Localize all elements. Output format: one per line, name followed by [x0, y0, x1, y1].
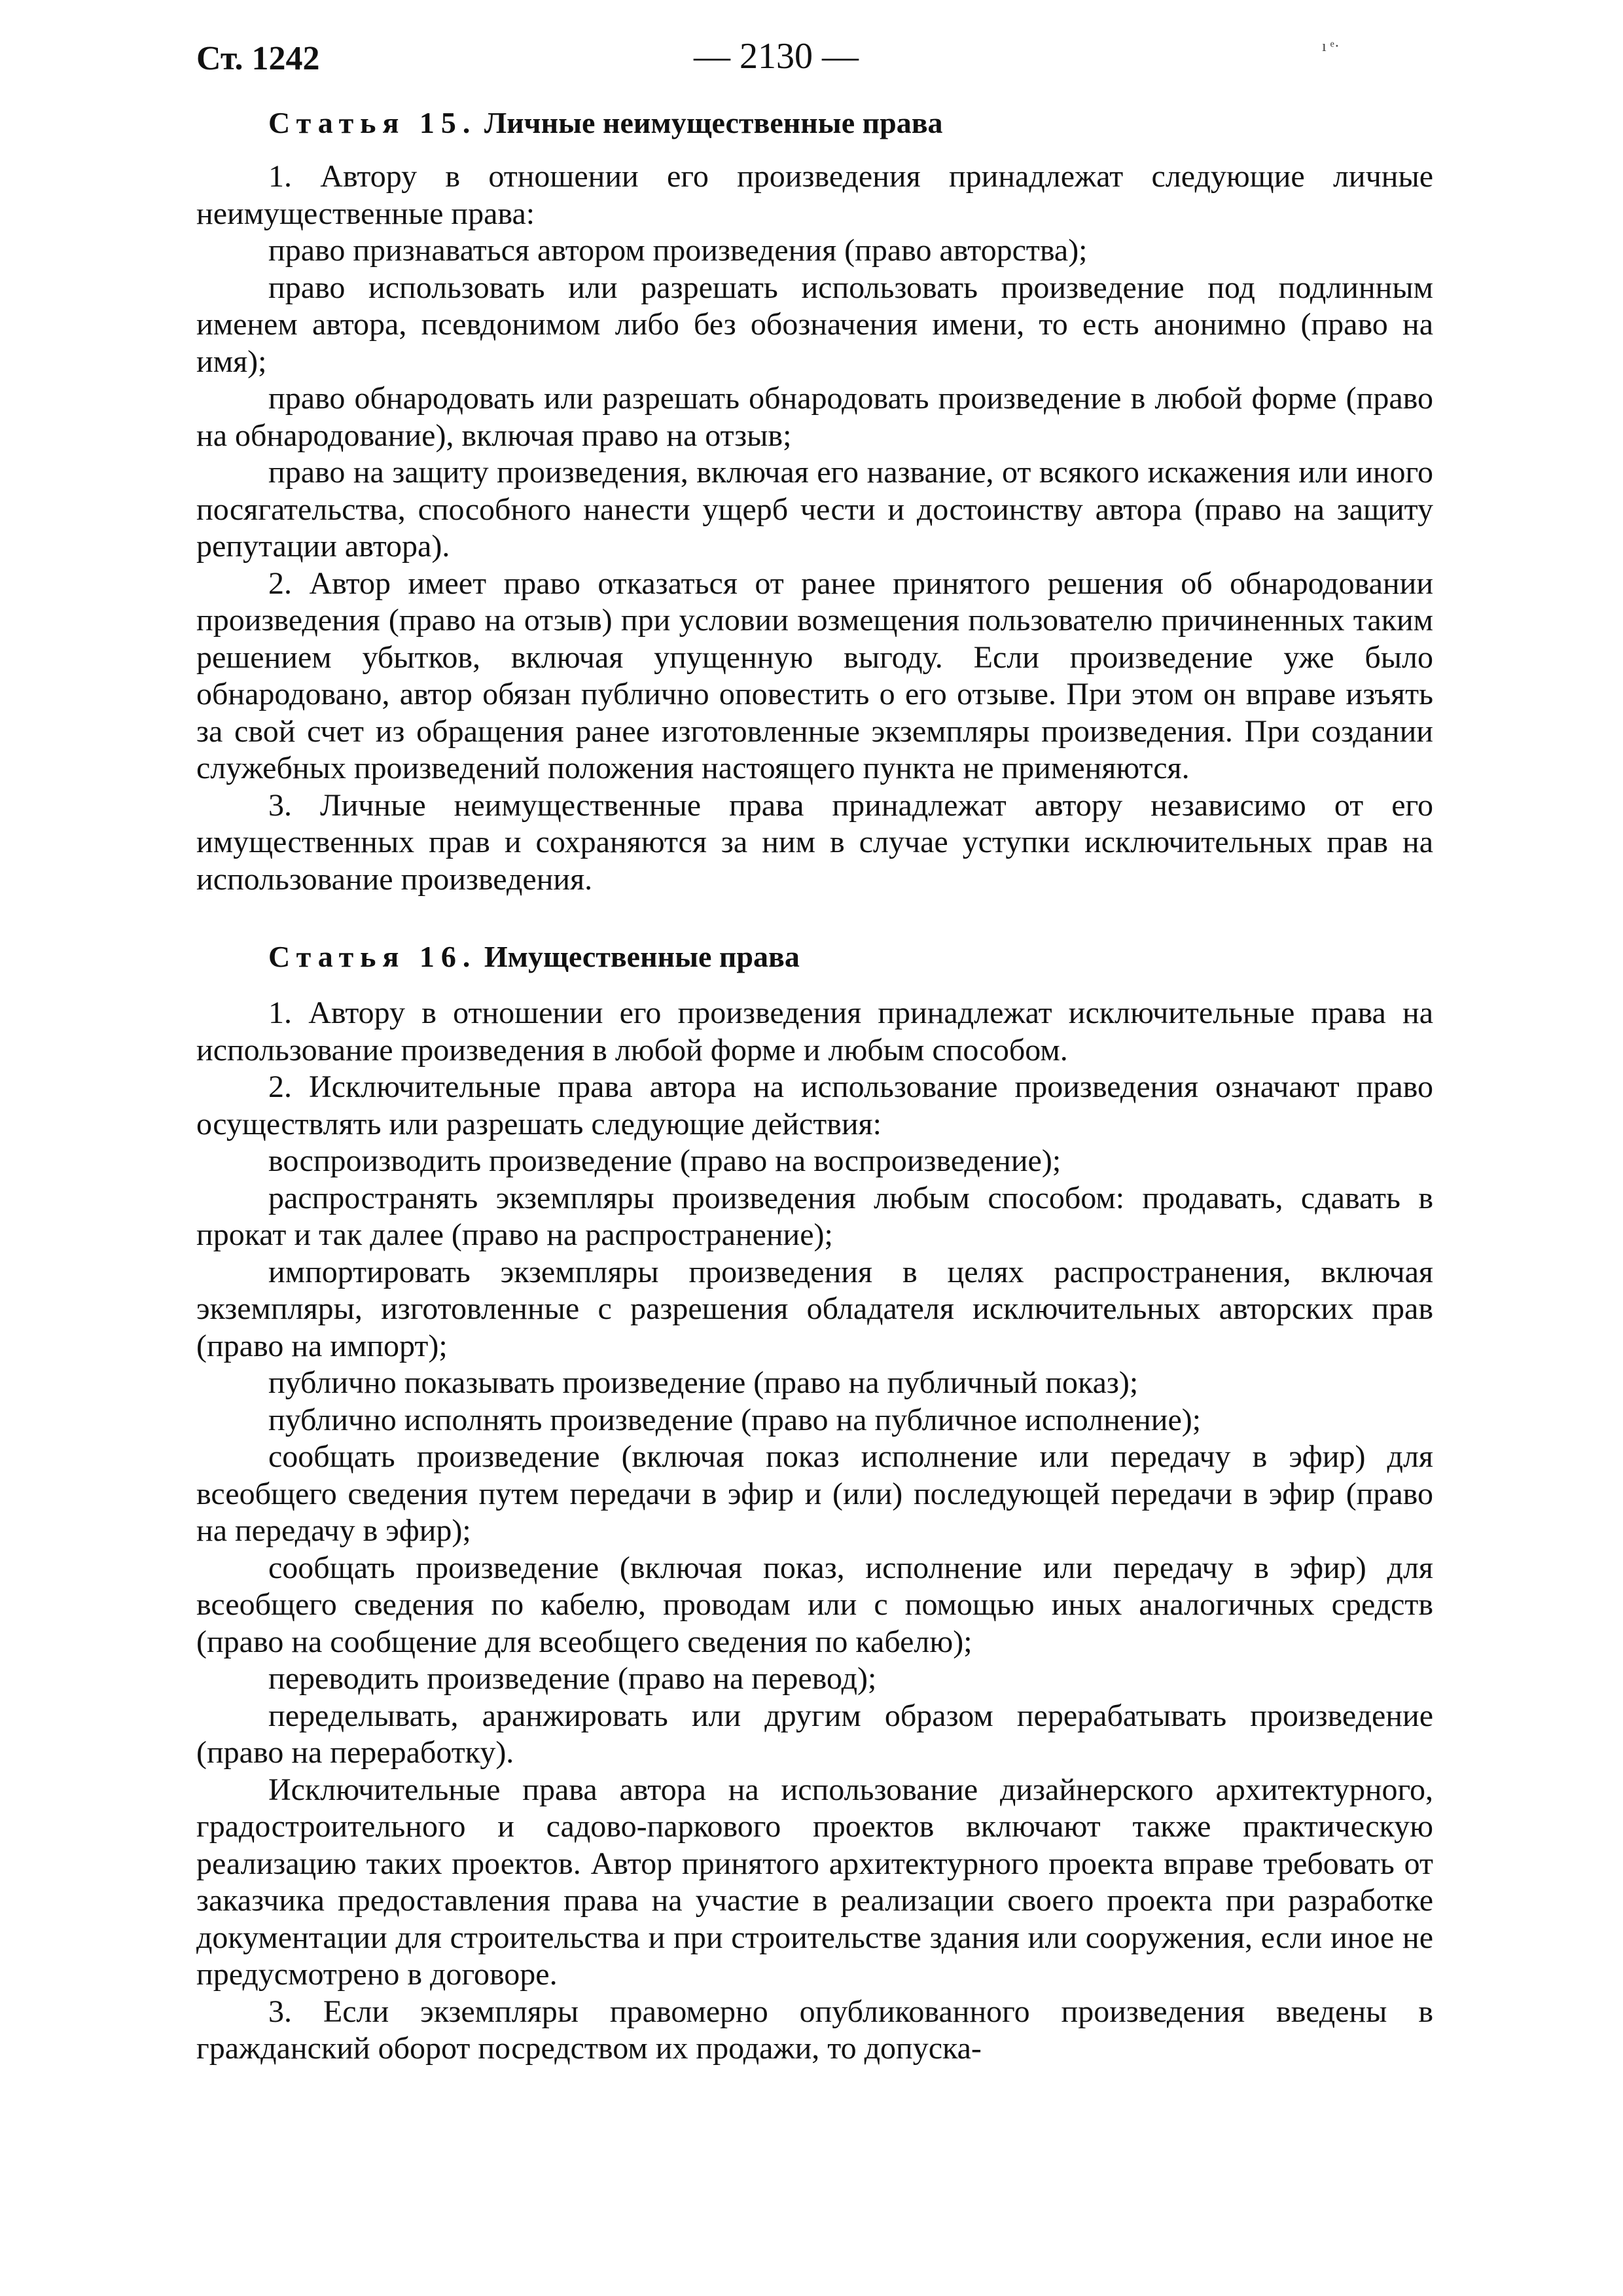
- article-16-body: [196, 995, 1433, 2068]
- article-15-label: Статья 15.: [268, 106, 477, 139]
- paragraph: сообщать произведение (включая показ исполнение или передачу в эфир) для всеобщего сведения путем передачи в эфир и (или) последующей передачи в эфир (право на передачу в эфир);: [196, 1439, 1433, 1548]
- page-number: — 2130 —: [694, 36, 859, 77]
- article-16-name: Имущественные права: [484, 940, 800, 973]
- article-16-title: [196, 937, 1433, 977]
- paragraph: 1. Автору в отношении его произведения принадлежат следующие личные неимущественные права:: [196, 159, 1433, 231]
- article-reference: Ст. 1242: [196, 40, 320, 77]
- paragraph: 2. Автор имеет право отказаться от ранее принятого решения об обнародовании произведения (право на отзыв) при условии возмещения пользователю причиненных таким решением убытков, включая упущенную выгоду. Если произведение уже было обнародовано, автор обязан публично оповестить о его отзыве. При этом он вправе изъять за свой счет из обращения ранее изготовленные экземпляры произведения. При создании служебных произведений положения настоящего пункта не применяются.: [196, 565, 1433, 785]
- paragraph: 1. Автору в отношении его произведения принадлежат исключительные права на использование произведения в любой форме и любым способом.: [196, 996, 1433, 1067]
- document-page: [196, 26, 1433, 2265]
- page-header: [196, 26, 1433, 98]
- article-15-title: [196, 103, 1433, 143]
- paragraph: 3. Если экземпляры правомерно опубликованного произведения введены в гражданский оборот посредством их продажи, то допуска-: [196, 1994, 1433, 2066]
- paragraph: 2. Исключительные права автора на использование произведения означают право осуществлять или разрешать следующие действия:: [196, 1069, 1433, 1141]
- paragraph: право признаваться автором произведения (право авторства);: [268, 233, 1088, 268]
- article-15-name: Личные неимущественные права: [484, 106, 943, 139]
- paragraph: сообщать произведение (включая показ, исполнение или передачу в эфир) для всеобщего сведения по кабелю, проводам или с помощью иных аналогичных средств (право на сообщение для всеобщего сведения по кабелю);: [196, 1550, 1433, 1659]
- paragraph: импортировать экземпляры произведения в целях распространения, включая экземпляры, изготовленные с разрешения обладателя исключительных авторских прав (право на импорт);: [196, 1254, 1433, 1363]
- paragraph: публично показывать произведение (право на публичный показ);: [268, 1365, 1139, 1400]
- paragraph: воспроизводить произведение (право на воспроизведение);: [268, 1143, 1061, 1178]
- paragraph: право обнародовать или разрешать обнародовать произведение в любой форме (право на обнародование), включая право на отзыв;: [196, 381, 1433, 453]
- article-16-label: Статья 16.: [268, 940, 477, 973]
- paragraph: переделывать, аранжировать или другим образом перерабатывать произведение (право на переработку).: [196, 1698, 1433, 1770]
- article-15-body: [196, 158, 1433, 898]
- paragraph: 3. Личные неимущественные права принадлежат автору независимо от его имущественных прав и сохраняются за ним в случае уступки исключительных прав на использование произведения.: [196, 787, 1433, 897]
- paragraph: Исключительные права автора на использование дизайнерского архитектурного, градостроительного и садово-паркового проектов включают также практическую реализацию таких проектов. Автор принятого архитектурного проекта вправе требовать от заказчика предоставления права на участие в реализации своего проекта при разработке документации для строительства и при строительстве здания или сооружения, если иное не предусмотрено в договоре.: [196, 1772, 1433, 1992]
- paragraph: публично исполнять произведение (право на публичное исполнение);: [268, 1402, 1202, 1437]
- paragraph: переводить произведение (право на перевод);: [268, 1661, 877, 1696]
- paragraph: право использовать или разрешать использовать произведение под подлинным именем автора, псевдонимом либо без обозначения имени, то есть анонимно (право на имя);: [196, 270, 1433, 379]
- margin-mark: ı ᵉ·: [1322, 38, 1340, 55]
- paragraph: право на защиту произведения, включая его название, от всякого искажения или иного посягательства, способного нанести ущерб чести и достоинству автора (право на защиту репутации автора).: [196, 455, 1433, 564]
- paragraph: распространять экземпляры произведения любым способом: продавать, сдавать в прокат и так далее (право на распространение);: [196, 1180, 1433, 1252]
